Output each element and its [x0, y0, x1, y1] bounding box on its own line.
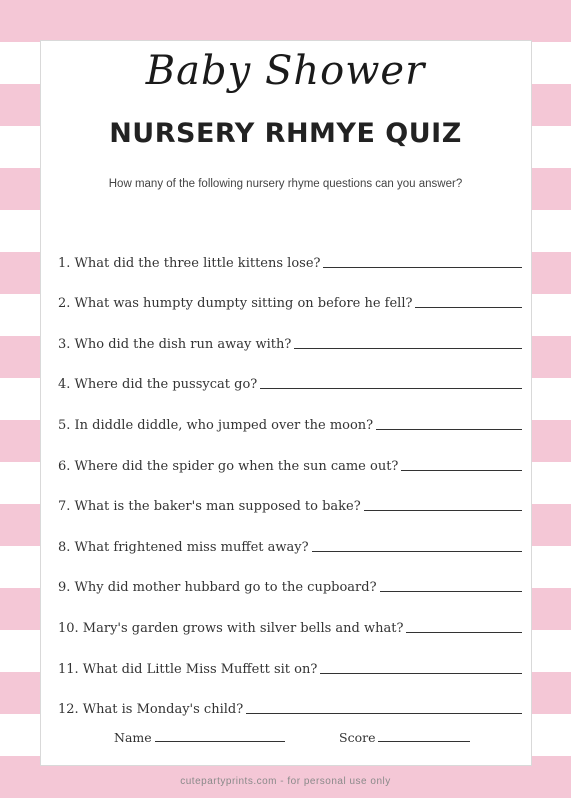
question-item: [58, 352, 522, 393]
question-text: 4. Where did the pussycat go?: [58, 377, 258, 393]
question-text: 6. Where did the spider go when the sun came out?: [58, 458, 399, 474]
answer-line[interactable]: [260, 387, 522, 389]
question-item: [58, 636, 522, 677]
name-label: Name: [114, 730, 152, 745]
score-line[interactable]: [378, 741, 470, 742]
question-item: [58, 230, 522, 271]
question-item: [58, 311, 522, 352]
question-item: [58, 555, 522, 596]
name-field: [114, 730, 285, 745]
answer-line[interactable]: [406, 631, 522, 633]
question-list: [58, 230, 522, 717]
question-item: [58, 392, 522, 433]
credit-text: cutepartyprints.com - for personal use only: [180, 776, 391, 787]
answer-line[interactable]: [380, 590, 522, 592]
question-item: [58, 595, 522, 636]
question-item: [58, 514, 522, 555]
question-text: 2. What was humpty dumpty sitting on before he fell?: [58, 296, 413, 312]
script-title: Baby Shower: [145, 48, 426, 94]
page-title: NURSERY RHMYE QUIZ: [109, 118, 462, 149]
answer-line[interactable]: [415, 306, 522, 308]
subtitle: How many of the following nursery rhyme questions can you answer?: [108, 178, 463, 190]
question-text: 5. In diddle diddle, who jumped over the moon?: [58, 417, 374, 433]
answer-line[interactable]: [364, 509, 522, 511]
question-item: [58, 677, 522, 718]
answer-line[interactable]: [246, 712, 522, 714]
name-line[interactable]: [155, 741, 285, 742]
answer-line[interactable]: [376, 428, 522, 430]
answer-line[interactable]: [294, 347, 522, 349]
question-text: 1. What did the three little kittens lose?: [58, 255, 321, 271]
question-text: 8. What frightened miss muffet away?: [58, 539, 309, 555]
score-field: [339, 730, 470, 745]
question-text: 9. Why did mother hubbard go to the cupboard?: [58, 580, 377, 596]
question-text: 12. What is Monday's child?: [58, 702, 244, 718]
question-text: 3. Who did the dish run away with?: [58, 336, 292, 352]
question-item: [58, 433, 522, 474]
question-text: 7. What is the baker's man supposed to bake?: [58, 499, 361, 515]
question-item: [58, 474, 522, 515]
answer-line[interactable]: [323, 266, 522, 268]
score-label: Score: [339, 730, 376, 745]
question-item: [58, 271, 522, 312]
answer-line[interactable]: [401, 469, 522, 471]
question-text: 11. What did Little Miss Muffett sit on?: [58, 661, 318, 677]
answer-line[interactable]: [312, 550, 522, 552]
question-text: 10. Mary's garden grows with silver bells and what?: [58, 620, 404, 636]
answer-line[interactable]: [320, 672, 522, 674]
